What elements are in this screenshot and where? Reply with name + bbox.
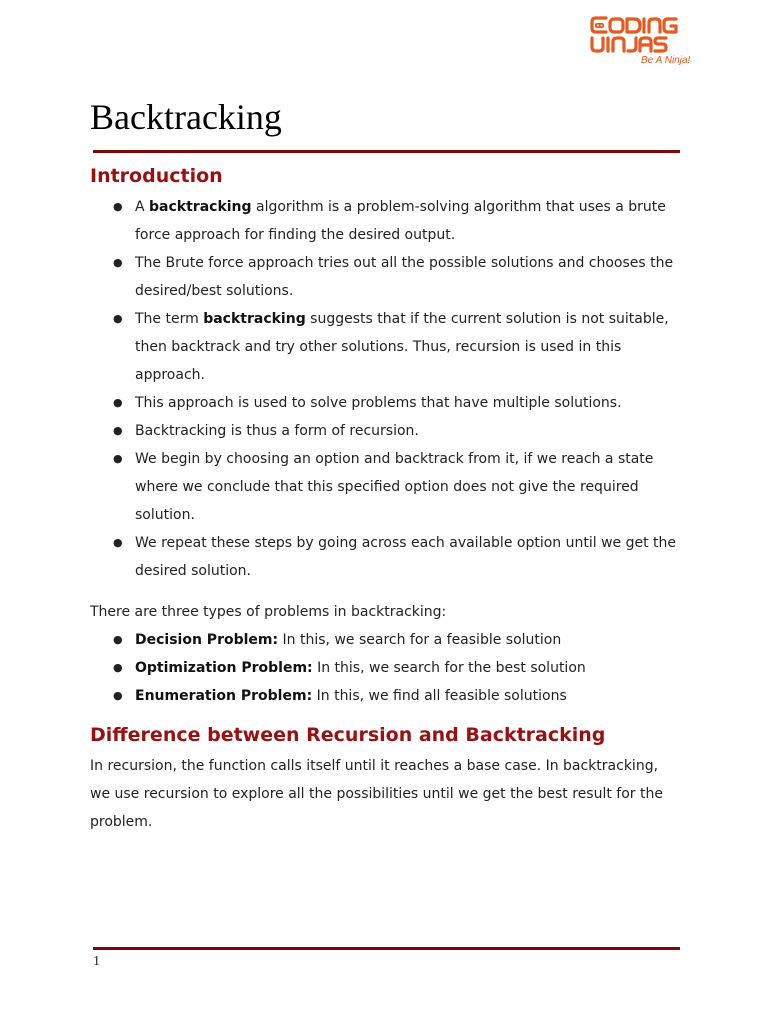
bullet-icon: ● [113, 200, 123, 213]
difference-paragraph: In recursion, the function calls itself until it reaches a base case. In backtracking, we use recursion to explore all the possibilities until we get the best result for the problem. [90, 758, 663, 830]
bullet-icon: ● [113, 536, 123, 549]
types-lead-text: There are three types of problems in backtracking: [90, 604, 447, 620]
page-title: Backtracking [90, 97, 282, 137]
footer-divider [93, 947, 680, 950]
bullet-icon: ● [113, 452, 123, 465]
problem-types-list [90, 626, 680, 710]
bullet-icon: ● [113, 256, 123, 269]
list-item: ● Backtracking is thus a form of recursion. [135, 417, 680, 445]
list-item: ● Optimization Problem: In this, we search for the best solution [135, 654, 680, 682]
list-item: ● We begin by choosing an option and backtrack from it, if we reach a state where we conclude that this specified option does not give the required solution. [135, 445, 680, 529]
bullet-icon: ● [113, 424, 123, 437]
logo-tagline: Be A Ninja! [641, 55, 691, 66]
bullet-icon: ● [113, 661, 123, 674]
bullet-icon: ● [113, 396, 123, 409]
title-divider [93, 150, 680, 153]
document-body [90, 161, 680, 836]
list-item: ● Decision Problem: In this, we search for a feasible solution [135, 626, 680, 654]
list-item: ● We repeat these steps by going across each available option until we get the desired solution. [135, 529, 680, 585]
bullet-icon: ● [113, 312, 123, 325]
list-item: ● A backtracking algorithm is a problem-solving algorithm that uses a brute force approach for finding the desired output. [135, 193, 680, 249]
list-item: ● The term backtracking suggests that if the current solution is not suitable, then backtrack and try other solutions. Thus, recursion is used in this approach. [135, 305, 680, 389]
list-item: ● The Brute force approach tries out all the possible solutions and chooses the desired/best solutions. [135, 249, 680, 305]
bullet-icon: ● [113, 689, 123, 702]
list-item: ● This approach is used to solve problems that have multiple solutions. [135, 389, 680, 417]
section-heading-difference: Difference between Recursion and Backtracking [90, 724, 606, 746]
bullet-icon: ● [113, 633, 123, 646]
page-number: 1 [93, 954, 100, 969]
logo-wordmark-graphic [588, 14, 708, 56]
list-item: ● Enumeration Problem: In this, we find all feasible solutions [135, 682, 680, 710]
section-heading-introduction: Introduction [90, 165, 223, 187]
intro-bullet-list [90, 193, 680, 585]
